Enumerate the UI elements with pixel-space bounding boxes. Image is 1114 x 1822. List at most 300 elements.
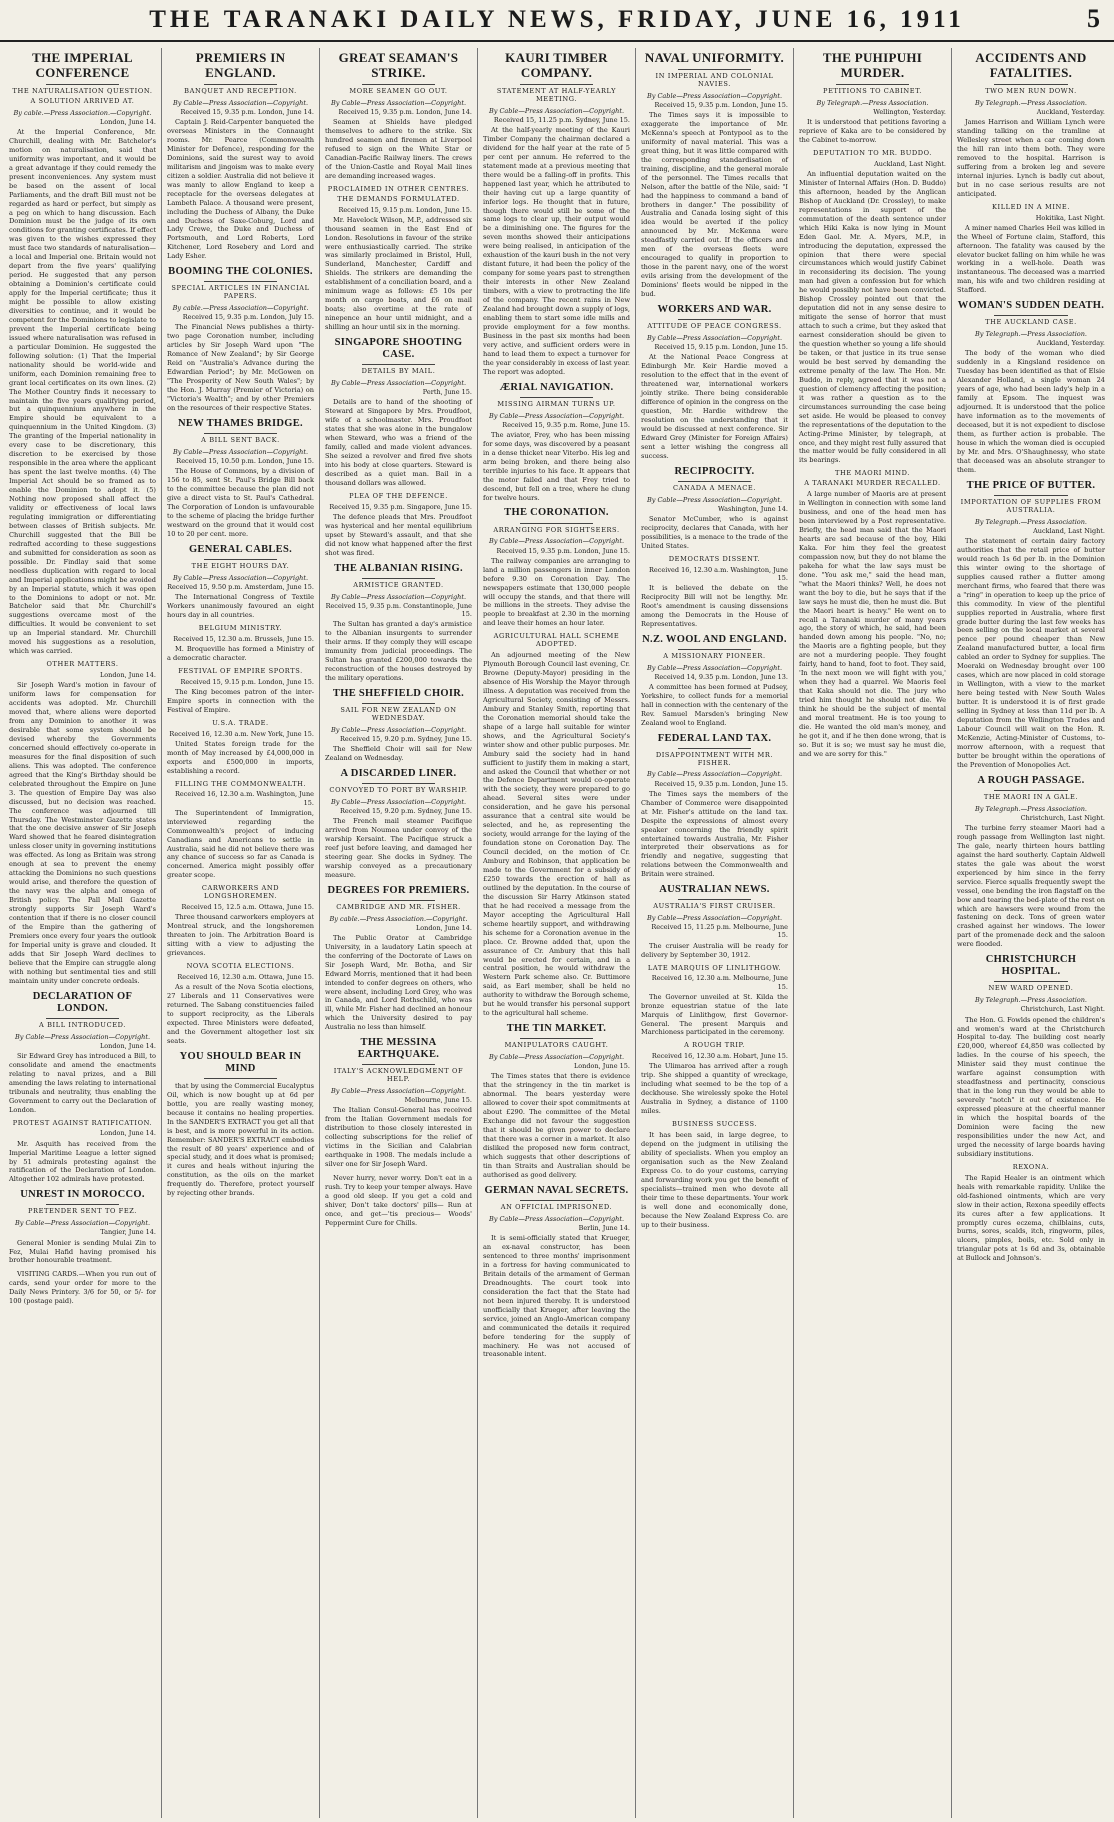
deck: FESTIVAL OF EMPIRE SPORTS. bbox=[178, 666, 303, 675]
article bbox=[167, 963, 314, 1046]
column-1 bbox=[4, 48, 162, 1818]
subdeck: THE DEMANDS FORMULATED. bbox=[337, 194, 460, 203]
article bbox=[799, 470, 946, 758]
article-body: The Public Orator at Cambridge University, in a laudatory Latin speech at the conferring of the Doctorate of Laws on Sir Joseph Ward, Mr. Botha, and Sir Edward Morris, mentioned that it had been intended to confer degrees on others, who were absent, including Lord Grey, who was in Canada, and Lord Rothschild, who was ill, while Mr. Fisher had declined an honour which the University desired to pay Australia no less than himself. bbox=[325, 933, 472, 1032]
divider bbox=[678, 481, 752, 482]
dateline: Melbourne, June 15. bbox=[404, 1096, 472, 1105]
headline: FEDERAL LAND TAX. bbox=[657, 732, 772, 744]
article-body: The Times says it is impossible to exaggerate the importance of Mr. McKenna's speech at Pontypool as to the uniformity of naval material. This was a great thing, but it was little compared with the corresponding standardisation of training, discipline, and the general morale of the personnel. The Times recalls that Nelson, after the battle of the Nile, said: "I had the happiness to command a band of brothers in danger." The possibility of Australia and Canada losing sight of this idea would be averted if the policy announced by Mr. McKenna were steadfastly carried out. If the officers and men of the overseas fleets were encouraged to qualify in proportion to those in the parent navy, one of the worst evils arising from the development of the Dominions' fleets would be nipped in the bud. bbox=[641, 111, 788, 299]
credit-line: By Telegraph.—Press Association. bbox=[975, 98, 1087, 107]
article bbox=[167, 1051, 314, 1199]
credit-line: By Cable—Press Association—Copyright. bbox=[330, 725, 467, 734]
subdeck: A TARANAKI MURDER RECALLED. bbox=[804, 479, 941, 488]
article bbox=[799, 51, 946, 145]
deck: DISAPPOINTMENT WITH MR. FISHER. bbox=[655, 750, 774, 767]
article-body: It has been said, in large degree, to depend on the judgment in utilising the ability of specialists. When you employ an organisation such as the New Zealand Express Co. to do your customs, carrying and forwarding work you get the benefit of specialists—trained men who devote all their time to these departments. Your work is well done and economically done, because the New Zealand Express Co. are up to their business. bbox=[641, 1131, 788, 1229]
divider bbox=[204, 281, 278, 282]
divider bbox=[520, 1038, 594, 1039]
article-body: The Governor unveiled at St. Kilda the bronze equestrian statue of the late Marquis of Linlithgow, first Governor-General. The present Marquis and Marchioness participated in the ceremony. bbox=[641, 992, 788, 1037]
credit-line: By Telegraph.—Press Association. bbox=[975, 517, 1087, 526]
article-body: Sir Edward Grey has introduced a Bill, to consolidate and amend the enactments relating to naval prizes, and a Bill amending the laws relating to international tribunals and neutrality, thus enabling the Government to carry out the Declaration of London. bbox=[9, 1051, 156, 1114]
dateline: Received 16, 12.30 a.m. Melbourne, June 15. bbox=[651, 974, 788, 991]
deck: BANQUET AND RECEPTION. bbox=[184, 86, 297, 95]
article bbox=[167, 51, 314, 261]
dateline: Received 15, 9.20 p.m. Sydney, June 15. bbox=[339, 734, 472, 743]
headline: DECLARATION OF LONDON. bbox=[32, 990, 133, 1014]
column-6 bbox=[794, 48, 952, 1818]
headline: BOOMING THE COLONIES. bbox=[168, 266, 313, 278]
article-body: The Ulimaroa has arrived after a rough trip. She shipped a quantity of wreckage, including what seemed to be the top of a deckhouse. She wirelessly spoke the Hotel Australia in Sydney, a distance of 1100 miles. bbox=[641, 1062, 788, 1116]
headline: PREMIERS IN ENGLAND. bbox=[195, 50, 286, 80]
headline: CHRISTCHURCH HOSPITAL. bbox=[985, 954, 1077, 978]
divider bbox=[204, 559, 278, 560]
deck: CANADA A MENACE. bbox=[673, 483, 756, 492]
dateline: Wellington, Yesterday. bbox=[873, 107, 946, 116]
deck: OTHER MATTERS. bbox=[46, 660, 119, 669]
credit-line: By Cable—Press Association—Copyright. bbox=[330, 797, 467, 806]
dateline: Received 16, 12.30 a.m. Washington, June 15. bbox=[649, 565, 788, 582]
dateline: Received 16, 12.30 a.m. New York, June 15. bbox=[169, 729, 314, 738]
article-body: The aviator, Frey, who has been missing for some days, was discovered by a peasant in a dense thicket near Viterbo. His leg and arm being broken, and there being also terrible injuries to his face. It appears that the motor failed and that Frey tried to descend, but fell on a tree, where he clung for twelve hours. bbox=[483, 430, 630, 502]
deck: A BILL SENT BACK. bbox=[201, 436, 280, 444]
deck: ARMISTICE GRANTED. bbox=[353, 580, 444, 589]
article-body: It is believed the debate on the Reciprocity Bill will not be lengthy. Mr. Root's amendment is causing dissensions among the Democrats in the House of Representatives. bbox=[641, 583, 788, 628]
credit-line: By Cable—Press Association—Copyright. bbox=[646, 663, 783, 672]
headline: GENERAL CABLES. bbox=[188, 543, 293, 555]
article bbox=[957, 480, 1105, 770]
divider bbox=[994, 981, 1068, 982]
article-body: The King becomes patron of the inter-Empire sports in connection with the Festival of Empire. bbox=[167, 687, 314, 714]
article-body: Captain J. Reid-Carpenter banqueted the overseas Ministers in the Connaught rooms. Mr. Pearce (Commonwealth Minister for Defence), responding for the Dominions, said the surest way to avoid militarism and jingoism was to make every citizen a soldier. Australia did not believe it was manly to allow England to keep a receptacle for the overseas delegates at Lambeth Palace. A thousand were present, including the Duchess of Albany, the Duke and Duchess of Saxe-Coburg, Lord and Lady Crewe, the Duke and Duchess of Portsmouth, and Lord Roberts, Lord Kitchener, Lord Rosebery and Lord and Lady Esher. bbox=[167, 118, 314, 261]
headline: N.Z. WOOL AND ENGLAND. bbox=[642, 633, 787, 645]
divider bbox=[994, 790, 1068, 791]
dateline: London, June 15. bbox=[573, 1062, 630, 1071]
deck: PETITIONS TO CABINET. bbox=[823, 86, 922, 95]
deck: DEPUTATION TO MR. BUDDO. bbox=[813, 148, 932, 157]
divider bbox=[46, 1018, 120, 1019]
credit-line: By Cable—Press Association—Copyright. bbox=[488, 1053, 625, 1062]
headline: THE SHEFFIELD CHOIR. bbox=[332, 687, 465, 699]
headline: RECIPROCITY. bbox=[674, 465, 755, 477]
article-body: At the National Peace Congress at Edinburgh Mr. Keir Hardie moved a resolution to the effect that in the event of threatened war, international workers jointly strike. There being considerable difference of opinion in the congress on the question, Mr. Hardie withdrew the resolution on the understanding that it would be discussed at next conference. Sir Edward Grey (Minister for Foreign Affairs) sent a letter wishing the congress all success. bbox=[641, 353, 788, 460]
article bbox=[641, 634, 788, 728]
headline: UNREST IN MOROCCO. bbox=[20, 1189, 145, 1201]
article bbox=[325, 493, 472, 558]
article-body: Sir Joseph Ward's motion in favour of uniform laws for compensation for accidents was adopted. Mr. Churchill moved that, where aliens were deported from any Dominion to another it was desirable that some system should be devised whereby the Governments concerned should effectively co-operate in measures for the final disposition of such aliens. This was adopted. The conference agreed that the King's Birthday should be celebrated throughout the Empire on June 3. The question of Empire Day was also discussed, but no decision was reached. The conference was adjourned till Thursday. The Westminster Gazette states that the one decisive answer of Sir Joseph Ward showed that he feared disintegration unless closer unity in governing institutions was effected. As long as Britain was strong enough at sea to prevent the enemy attacking the Dominions no such questions would arise, and therefore the question of the navy was the alpha and omega of British policy. The Pall Mall Gazette strongly supports Sir Joseph Ward's contention that if there is no closer council of the Empire than the gathering of Premiers once every four years the outlook for Imperial unity is grave and clouded. It adds that Sir Joseph Ward declines to believe that the Empire can struggle along with nothing but sentimental ties and still maintain unity under concrete ordeals. bbox=[9, 681, 156, 985]
dateline: Received 15, 9.35 p.m. London, June 14. bbox=[338, 107, 472, 116]
deck: TWO MEN RUN DOWN. bbox=[985, 86, 1077, 95]
credit-line: By Cable—Press Association—Copyright. bbox=[330, 379, 467, 388]
deck: MISSING AIRMAN TURNS UP. bbox=[497, 399, 616, 408]
deck: A BILL INTRODUCED. bbox=[39, 1020, 126, 1029]
dateline: Auckland, Last Night. bbox=[1033, 526, 1105, 535]
article-body: The Superintendent of Immigration, interviewed regarding the Commonwealth's project of inducing Canadians and Americans to settle in Australia, said he did not believe there was any chance of success so far as Canada is concerned. America might possibly offer greater scope. bbox=[167, 808, 314, 880]
credit-line: By Cable—Press Association—Copyright. bbox=[172, 573, 309, 582]
article bbox=[167, 885, 314, 958]
deck: THE AUCKLAND CASE. bbox=[985, 318, 1077, 327]
article-body: The cruiser Australia will be ready for delivery by September 30, 1912. bbox=[641, 941, 788, 959]
masthead bbox=[0, 0, 1114, 42]
article bbox=[9, 1270, 156, 1306]
deck: PLEA OF THE DEFENCE. bbox=[349, 491, 448, 500]
article-body: The Sheffield Choir will sail for New Zealand on Wednesday. bbox=[325, 744, 472, 762]
article bbox=[167, 418, 314, 539]
divider bbox=[362, 364, 436, 365]
article bbox=[9, 991, 156, 1115]
dateline: London, June 14. bbox=[99, 1129, 156, 1138]
column-2 bbox=[162, 48, 320, 1818]
article bbox=[9, 51, 156, 656]
credit-line: By Cable—Press Association—Copyright. bbox=[646, 495, 783, 504]
deck: THE MAORI MIND. bbox=[835, 469, 910, 478]
credit-line: By cable.—Press Association.—Copyright. bbox=[13, 108, 152, 117]
article-body: A committee has been formed at Pudsey, Yorkshire, to collect funds for a memorial hall in connection with the centenary of the Rev. Samuel Marsden's bringing New Zealand wool to England. bbox=[641, 682, 788, 727]
deck: ATTITUDE OF PEACE CONGRESS. bbox=[647, 322, 782, 331]
article bbox=[483, 633, 630, 1018]
deck: BUSINESS SUCCESS. bbox=[671, 1120, 758, 1129]
article-body: The House of Commons, by a division of 156 to 85, sent St. Paul's Bridge Bill back to the committee because the plan did not give a direct vista to St. Paul's Cathedral. The Corporation of London is unfavourable to the scheme of placing the bridge further westward on the ground that it would cost 10 to 20 per cent. more. bbox=[167, 467, 314, 538]
dateline: Received 15, 11.25 p.m. Melbourne, June 15. bbox=[651, 923, 788, 940]
article bbox=[957, 51, 1105, 199]
credit-line: By Cable—Press Association—Copyright. bbox=[646, 914, 783, 923]
article-body: VISITING CARDS.—When you run out of cards, send your order for more to the Daily News Printery. 3/6 for 50, or 5/- for 100 (postage paid). bbox=[9, 1270, 156, 1306]
article bbox=[957, 300, 1105, 475]
article-body: The International Congress of Textile Workers unanimously favoured an eight hours day in all countries. bbox=[167, 593, 314, 619]
dateline: Christchurch, Last Night. bbox=[1020, 1005, 1105, 1014]
deck: SAIL FOR NEW ZEALAND ON WEDNESDAY. bbox=[340, 705, 457, 722]
dateline: Auckland, Yesterday. bbox=[1036, 339, 1105, 348]
dateline: Received 16, 12.30 a.m. Hobart, June 15. bbox=[651, 1052, 788, 1061]
article-body: It is understood that petitions favoring a reprieve of Kaka are to be considered by the Cabinet to-morrow. bbox=[799, 118, 946, 144]
article-body: It is semi-officially stated that Krueger, an ex-naval constructor, has been sentenced to three months' imprisonment in a fortress for having communicated to Britain details of the armament of German Dreadnoughts. The court took into consideration the fact that the State had not been injured thereby. It is understood unofficially that Krueger, after leaving the service, joined an Anglo-American company and communicated the details it required before tendering for the supply of machinery. He was not accused of treasonable intent. bbox=[483, 1234, 630, 1359]
credit-line: By Cable—Press Association—Copyright. bbox=[646, 770, 783, 779]
divider bbox=[678, 649, 752, 650]
column-3 bbox=[320, 48, 478, 1818]
headline: NEW THAMES BRIDGE. bbox=[178, 417, 303, 429]
subdeck: A SOLUTION ARRIVED AT. bbox=[30, 96, 135, 105]
article-body: The turbine ferry steamer Maori had a rough passage from Wellington last night. The gale, nearly thirteen hours battling against the hard southerly. Captain Aldwell states the gale was about the worst experienced by him since in the ferry service. Fierce squalls frequently swept the vessel, one bending the iron flagstaff on the bow and tearing the bed-plate of the rest on which are hawsers were wound from the fastening on deck. Tons of green water crashed against her windows. The lower part of the promenade deck and the saloon were flooded. bbox=[957, 823, 1105, 949]
deck: AGRICULTURAL HALL SCHEME ADOPTED. bbox=[493, 632, 620, 649]
dateline: Received 15, 12.5 a.m. Ottawa, June 15. bbox=[181, 903, 314, 912]
divider bbox=[362, 84, 436, 85]
article-body: At the half-yearly meeting of the Kauri Timber Company the chairman declared a dividend for the half year at the rate of 5 per cent per annum. He referred to the statement made at a previous meeting that there would be a falling-off in profits. This happened last year, which he attributed to their having cut up a large quantity of inferior logs. He thought that in future, though there would still be some of the same logs to clear up, their output would be a diminishing one. The figures for the seven months showed their anticipations were being realised, in anticipation of the exhaustion of the kauri bush in the not very distant future, it had been the policy of the company for some years past to strengthen their interests in other New Zealand timbers, with a view to protracting the life of the company. The recent rains in New Zealand had brought down a supply of logs, enabling them to start some idle mills and provide employment for a few months. Business in the past six months had been very active, and sufficient orders were in hand to lead them to expect a turnover for the year considerably in excess of last year. The report was adopted. bbox=[483, 125, 630, 376]
article-body: A miner named Charles Heil was killed in the Wheel of Fortune claim, Stafford, this afternoon. The fatality was caused by the elevator bucket falling on him while he was working in a well-hole. Death was instantaneous. The deceased was a married man, his wife and two children residing at Stafford. bbox=[957, 223, 1105, 295]
article-body: An influential deputation waited on the Minister of Internal Affairs (Hon. D. Buddo) this afternoon, headed by the Anglican Bishop of Auckland (Dr. Crossley), to make representations in support of the commutation of the death sentence under which Hiki Kaka is now lying in Mount Eden Gaol. Mr. A. Myers, M.P., in introducing the deputation, expressed the opinion that there were special circumstances which would justify Cabinet in reconsidering its decision. The young man had given a confession but for which he would possibly not have been convicted. Bishop Crossley pointed out that the deputation did not in any sense desire to mitigate the sense of horror that must attach to such a crime, but they asked that earnest consideration should be given to the question whether so young a life should be taken, or that justice in its true sense would be best served by demanding the extreme penalty of the law. The Hon. Mr. Buddo, in reply, agreed that it was not a question of clemency affecting the position; it was rather a question as to the circumstances surrounding the case being set aside. He would be pleased to convey the representations of the deputation to the Acting-Prime Minister, by telegraph, at once, and they might rest fully assured that the matter would be fully considered in all its bearings. bbox=[799, 169, 946, 465]
deck: KILLED IN A MINE. bbox=[991, 202, 1071, 211]
headline: THE IMPERIAL CONFERENCE bbox=[32, 50, 133, 80]
article bbox=[641, 51, 788, 299]
article bbox=[167, 544, 314, 620]
headline: KAURI TIMBER COMPANY. bbox=[505, 50, 608, 80]
article-body: The French mail steamer Pacifique arrived from Noumea under convoy of the warship Kersaint. The Pacifique struck a reef just before leaving, and damaged her steering gear. She docks in Sydney. The warship conveyed as a precautionary measure. bbox=[325, 816, 472, 879]
columns bbox=[4, 48, 1110, 1818]
credit-line: By cable.—Press Association.—Copyright. bbox=[329, 914, 468, 923]
column-5 bbox=[636, 48, 794, 1818]
divider bbox=[204, 84, 278, 85]
headline: YOU SHOULD BEAR IN MIND bbox=[179, 1050, 302, 1074]
dateline: Received 15, 9.35 p.m. London, June 15. bbox=[654, 779, 788, 788]
article bbox=[957, 954, 1105, 1159]
article bbox=[483, 51, 630, 377]
headline: THE PRICE OF BUTTER. bbox=[966, 479, 1096, 491]
article bbox=[641, 1042, 788, 1116]
deck: STATEMENT AT HALF-YEARLY MEETING. bbox=[496, 86, 617, 103]
article-body: The Rapid Healer is an ointment which heals with remarkable rapidity. Unlike the old-fashioned ointments, which are very slow in their action, Rexona speedily effects its cures after a few applications. It promptly cures eczema, chilblains, cuts, burns, sores, scalds, itch, ringworm, piles, ulcers, pimples, boils, etc. Sold only in triangular pots at 1s 6d and 3s, obtainable at Bullock and Johnson's. bbox=[957, 1173, 1105, 1263]
divider bbox=[362, 703, 436, 704]
headline: WOMAN'S SUDDEN DEATH. bbox=[957, 300, 1105, 312]
deck: THE MAORI IN A GALE. bbox=[983, 792, 1079, 801]
dateline: Received 15, 10.50 p.m. London, June 15. bbox=[176, 457, 314, 466]
divider bbox=[520, 84, 594, 85]
article-body: that by using the Commercial Eucalyptus Oil, which is now bought up at 6d per bottle, you are really wasting money, because it contains no healing properties. In the SANDER'S EXTRACT you get all that is best, and is more powerful in its action. Remember: SANDER'S EXTRACT embodies the result of 80 years' experience and of special study, and it does what is promised; it cures and heals without injuring the constitution, as the oils on the market frequently do. Therefore, protect yourself by rejecting other brands. bbox=[167, 1081, 314, 1198]
dateline: Received 14, 9.35 p.m. London, June 13. bbox=[654, 672, 788, 681]
divider bbox=[678, 69, 752, 70]
dateline: Received 15, 9.35 p.m. London, June 15. bbox=[654, 100, 788, 109]
article bbox=[325, 1037, 472, 1169]
divider bbox=[46, 84, 120, 85]
divider bbox=[520, 523, 594, 524]
column-4 bbox=[478, 48, 636, 1818]
deck: PROTEST AGAINST RATIFICATION. bbox=[12, 1118, 153, 1127]
dateline: Received 15, 9.35 p.m. Rome, June 15. bbox=[502, 420, 630, 429]
article-body: General Monier is sending Mulai Zin to Fez, Mulai Hafid having promised his brother honourable treatment. bbox=[9, 1238, 156, 1265]
headline: ACCIDENTS AND FATALITIES. bbox=[975, 50, 1087, 80]
article bbox=[641, 733, 788, 880]
deck: THE NATURALISATION QUESTION. bbox=[12, 86, 153, 95]
credit-line: By cable.—Press Association—Copyright. bbox=[172, 304, 309, 313]
deck: THE EIGHT HOURS DAY. bbox=[191, 561, 290, 570]
masthead-title: THE TARANAKI DAILY NEWS, FRIDAY, JUNE 16, 1911 bbox=[149, 6, 965, 33]
divider bbox=[362, 783, 436, 784]
dateline: Received 15, 9.15 p.m. London, June 15. bbox=[180, 677, 314, 686]
article bbox=[9, 1120, 156, 1185]
column-7 bbox=[952, 48, 1110, 1818]
article bbox=[483, 382, 630, 503]
dateline: London, June 14. bbox=[99, 671, 156, 680]
divider bbox=[678, 748, 752, 749]
article bbox=[641, 1121, 788, 1229]
divider bbox=[678, 899, 752, 900]
article-body: The Hon. G. Fowlds opened the children's and women's ward at the Christchurch Hospital to-day. The building cost nearly £20,000, whereof £4,850 was collected by ladies. In the course of his speech, the Minister said they must continue the warfare against consumption with steadfastness and pertinacity, conscious that in the long run they would be able to severely "notch" it out of existence. He expressed pleasure at the cheerful manner in which the hospital boards of the Dominion were facing the new responsibilities under the new Act, and urged the necessity of large boards having subsidiary institutions. bbox=[957, 1015, 1105, 1158]
article-body: The Financial News publishes a thirty-two page Coronation number, including articles by Sir Joseph Ward upon "The Romance of New Zealand"; by Sir George Reid on "Australia's Advance during the Edwardian Period"; by Mr. McGowen on "The Prosperity of New South Wales"; by the Hon. J. Murray (Premier of Victoria) on "Victoria's Wealth"; and by other Premiers on the resources of their respective States. bbox=[167, 323, 314, 412]
divider bbox=[520, 397, 594, 398]
article-body: The body of the woman who died suddenly in a Kingsland residence on Tuesday has been identified as that of Elsie Alexander Holland, a single woman 24 years of age, who had been lady's help in a family at Epsom. The inquest was adjourned. It is understood that the police have information as to the movements of deceased, but it is not expedient to disclose them, as further action is probable. The house in which the woman died is occupied by Mr. and Mrs. O'Shaughnessy, who state that deceased was an absolute stranger to them. bbox=[957, 349, 1105, 474]
headline: THE ALBANIAN RISING. bbox=[334, 562, 463, 574]
dateline: Hokitika, Last Night. bbox=[1035, 213, 1105, 222]
dateline: Received 15, 9.35 p.m. London, June 15. bbox=[496, 546, 630, 555]
credit-line: By Cable—Press Association—Copyright. bbox=[330, 98, 467, 107]
dateline: Received 15, 9.35 p.m. Singapore, June 15. bbox=[329, 502, 472, 511]
dateline: Tangier, June 14. bbox=[100, 1228, 156, 1237]
deck: AN OFFICIAL IMPRISONED. bbox=[500, 1202, 613, 1211]
credit-line: By Cable—Press Association—Copyright. bbox=[14, 1219, 151, 1228]
article-body: Three thousand carworkers employers at Montreal struck, and the longshoremen threaten to join. The Arbitration Board is sitting with a view to adjusting the grievances. bbox=[167, 913, 314, 958]
article bbox=[167, 781, 314, 881]
article bbox=[325, 1174, 472, 1228]
divider bbox=[204, 433, 278, 434]
article bbox=[325, 688, 472, 763]
headline: DEGREES FOR PREMIERS. bbox=[327, 884, 470, 896]
dateline: Auckland, Yesterday. bbox=[1036, 107, 1105, 116]
article bbox=[641, 466, 788, 551]
article bbox=[483, 1185, 630, 1360]
credit-line: By Cable—Press Association—Copyright. bbox=[646, 91, 783, 100]
divider bbox=[204, 1078, 278, 1079]
deck: SPECIAL ARTICLES IN FINANCIAL PAPERS. bbox=[171, 284, 310, 301]
article bbox=[9, 1189, 156, 1265]
article-body: A large number of Maoris are at present in Wellington in connection with some land business, and one of the head men has been interviewed by a Post representative. Briefly, the head man said that the Maori hearts are sad because of the boy, Hiki Kaka. For him they feel the greatest compassion now, but they do not blame the pakeha for what the law says must be done. "You ask me," said the head man, "what the Maori thinks? Well, he does not want the boy to die, but he says that if the law says he must die, then he must die. But the Maori heart is heavy." He went on to recall a Taranaki murder of many years ago, the story of which, he said, had been handed down among his people. "No, no; the Maoris are a fighting people, but they are not a murdering people. They fought fairly, hand to hand, foot to foot. They said, 'In the next moon we will fight with you,' when they had a quarrel. We Maoris feel that Kaka should not die. The jury who tried him thought he should not die. We think he should be the subject of mental and moral treatment. He is too young to die. He wanted the old man's money, and he got it, and if he then done wrong, that is so. But it is so; we must say he must die, and we are sorry for this." bbox=[799, 490, 946, 758]
deck: MORE SEAMEN GO OUT. bbox=[349, 86, 448, 95]
article-body: Never hurry, never worry. Don't eat in a rush. Try to keep your temper always. Have a good old sleep. If you get a cold and shiver, Don't take doctors' pills— Run at once, and get—'tis precious— Woods' Peppermint Cure for Chills. bbox=[325, 1174, 473, 1227]
article bbox=[325, 51, 472, 181]
article bbox=[483, 1023, 630, 1180]
headline: AUSTRALIAN NEWS. bbox=[659, 884, 770, 896]
article-body: Mr. Havelock Wilson, M.P., addressed six thousand seamen in the East End of London. Resolutions in favour of the strike were enthusiastically carried. The strike was similarly proclaimed in Bristol, Hull, Sunderland, Manchester, Cardiff and Shields. The strikers are demanding the establishment of a conciliation board, and a minimum wage as follows: £5 10s per month on cargo boats, and £6 on mail boats; also overtime at the rate of ninepence an hour until midnight, and a shilling an hour until six in the morning. bbox=[325, 215, 472, 332]
page-number: 5 bbox=[1087, 4, 1100, 33]
article bbox=[9, 661, 156, 985]
dateline: Received 15, 11.25 p.m. Sydney, June 15. bbox=[493, 115, 630, 124]
article-body: At the Imperial Conference, Mr. Churchill, dealing with Mr. Batchelor's motion on naturalisation, said that uniformity was important, and it would be a great advantage if they could remedy the present inconveniences. Any system must be based on the assent of local Parliaments, and the draft Bill must not be regarded as hard or perfect, but simply as a peg on which to hang discussion. Each Dominion must be the judge of its own conditions for granting certificates. If effect was given to the wishes expressed they must face two standards of naturalisation—a local and Imperial one. Britain would not depart from the five years' qualifying period. He suggested that any person obtaining a Dominion's certificate could apply for the Imperial certificate; thus it might be possible to allow existing diversities to continue, and it would be competent for the Dominions to legislate to prevent the Imperial certificate being issued where naturalisation was refused in a particular Dominion. He suggested the following solution: (1) That the Imperial nationality should be world-wide and uniform, each Dominion remaining free to grant local certificates on its own lines. (2) The Mother Country finds it necessary to maintain the five years qualifying period, but a quinquennium anywhere in the Empire should be equivalent to a quinquennium in the United Kingdom. (3) The granting of the Imperial nationality in every case to be discretionary, this discretion to be exercised by those responsible in the area where the applicant has spent the last twelve months. (4) The Imperial Act should be so framed as to enable the Dominion to adopt it. (5) Nothing now proposed shall affect the validity or effectiveness of local laws regulating immigration or differentiating between classes of British subjects. Mr. Churchill suggested that the Bill be redrafted according to these suggestions and submitted for consideration as soon as possible. Dr. Findlay said that some needless duplication with regard to local and Imperial applications might be avoided by an Imperial statute, which it was open to the Dominions to adopt or not. Mr. Batchelor said that Mr. Churchill's suggestions overcame most of the difficulties. It would be convenient to set up an Imperial standard. Mr. Churchill moved his suggestions as a resolution, which was carried. bbox=[9, 127, 156, 656]
credit-line: By Cable—Press Association—Copyright. bbox=[488, 106, 625, 115]
article bbox=[641, 884, 788, 959]
article bbox=[325, 768, 472, 880]
dateline: Auckland, Last Night. bbox=[874, 159, 946, 168]
article bbox=[799, 150, 946, 465]
headline: ÆRIAL NAVIGATION. bbox=[499, 381, 614, 393]
article-body: The Times states that there is evidence that the stringency in the tin market is abnormal. The bears yesterday were allowed to cover their spot commitments at about £290. The committee of the Metal Exchange did not favour the suggestion that it should be given power to declare that there was a corner in a market. It also disliked the proposed new form contract, which suggests that other descriptions of tin than Straits and Australian should be authorised as good delivery. bbox=[483, 1072, 630, 1179]
article-body: As a result of the Nova Scotia elections, 27 Liberals and 11 Conservatives were returned. The Sabang constituencies failed to support reciprocity, as the Liberals expected. Three Ministers were defeated, and the Government altogether lost six seats. bbox=[167, 983, 314, 1045]
credit-line: By Cable—Press Association—Copyright. bbox=[330, 592, 467, 601]
deck: CAMBRIDGE AND MR. FISHER. bbox=[336, 902, 461, 911]
article bbox=[483, 507, 630, 628]
divider bbox=[362, 578, 436, 579]
article bbox=[167, 668, 314, 715]
article bbox=[641, 556, 788, 629]
article-body: James Harrison and William Lynch were standing talking on the tramline at Wellesley street when a car coming down the hill ran into them both. They were removed to the hospital. Harrison is suffering from a broken leg and severe internal injuries. Lynch is badly cut about, but in no case serious results are not anticipated. bbox=[957, 118, 1105, 198]
dateline: Received 15, 12.30 a.m. Brussels, June 15. bbox=[173, 634, 314, 643]
headline: GERMAN NAVAL SECRETS. bbox=[484, 1184, 629, 1196]
deck: ARRANGING FOR SIGHTSEERS. bbox=[493, 525, 620, 534]
article-body: Senator McCumber, who is against reciprocity, declares that Canada, with her possibilities, is a menace to the trade of the United States. bbox=[641, 514, 788, 550]
deck: PROCLAIMED IN OTHER CENTRES. bbox=[327, 184, 470, 193]
dateline: London, June 14. bbox=[99, 117, 156, 126]
credit-line: By Cable—Press Association—Copyright. bbox=[646, 333, 783, 342]
article-body: United States foreign trade for the month of May increased by £4,000,000 in exports and £500,000 in imports, establishing a record. bbox=[167, 739, 314, 775]
headline: THE TIN MARKET. bbox=[506, 1023, 607, 1035]
credit-line: By Cable—Press Association—Copyright. bbox=[172, 98, 309, 107]
headline: A DISCARDED LINER. bbox=[340, 767, 457, 779]
dateline: Received 15, 9.15 p.m. London, June 15. bbox=[654, 343, 788, 352]
dateline: London, June 14. bbox=[415, 923, 472, 932]
credit-line: By Cable—Press Association—Copyright. bbox=[330, 1087, 467, 1096]
credit-line: By Telegraph.—Press Association. bbox=[816, 98, 929, 107]
dateline: Received 15, 9.20 p.m. Sydney, June 15. bbox=[339, 806, 472, 815]
divider bbox=[994, 84, 1068, 85]
deck: IMPORTATION OF SUPPLIES FROM AUSTRALIA. bbox=[960, 497, 1102, 514]
deck: BELGIUM MINISTRY. bbox=[198, 623, 283, 632]
divider bbox=[994, 495, 1068, 496]
deck: PRETENDER SENT TO FEZ. bbox=[28, 1207, 137, 1216]
deck: NEW WARD OPENED. bbox=[988, 984, 1074, 993]
headline: THE PUHIPUHI MURDER. bbox=[822, 50, 923, 80]
dateline: London, June 14. bbox=[99, 1041, 156, 1050]
article-body: The Times says the members of the Chamber of Commerce were disappointed at Mr. Fisher's attitude on the land tax. Despite the expressions of almost every speaker concerning the friendly spirit entertained towards Australia, Mr. Fisher interpreted their observations as for friendly and negative, suggesting that relations between the Commonwealth and Britain were strained. bbox=[641, 789, 788, 879]
article-body: The statement of certain dairy factory authorities that the retail price of butter would reach 1s 6d per lb. in the Dominion this winter owing to the shortage of supplies caused rather a flutter among merchant firms, who feared that there was a "ring" in operation to keep up the price of this commodity. In view of the plentiful supplies reported in Australia, where first grade butter during the last few weeks has been selling on the local market at several pence per pound cheaper than New Zealand manufactured butter, a local firm cabled an order to Sydney for supplies. The Moeraki on Wednesday brought over 100 cases, which are now placed in cold storage in Wellington, with a view to the market here being tested with New South Wales butter. It is understood it is of first grade selling in Sydney at less than 11d per lb. A deputation from the Wellington Trades and Labour Council will wait on the Hon. R. McKenzie, Acting-Minister of Customs, to-morrow afternoon, with a request that butter be brought within the operations of the Prevention of Monopolies Act. bbox=[957, 536, 1105, 769]
credit-line: By Telegraph.—Press Association. bbox=[975, 330, 1087, 339]
deck: MANIPULATORS CAUGHT. bbox=[504, 1041, 609, 1050]
article bbox=[957, 775, 1105, 950]
article-body: An adjourned meeting of the New Plymouth Borough Council last evening, Cr. Browne (Deputy-Mayor) presiding in the absence of His Worship the Mayor through illness. A deputation was received from the Agricultural Society, consisting of Messrs. Ambury and Stanley Smith, reporting that the Coronation memorial should take the shape of a large hall suitable for winter shows, and the Agricultural Society's winter show and other public purposes. Mr. Ambury said the society had in hand sufficient to justify them in making a start, and asked the Council that whether or not the Defence Department would co-operate with the society, they were prepared to go ahead. Several sites were under consideration, and he gave his personal assurance that a central site would be selected, and he, as representing the society, would arrange for the laying of the foundation stone on Coronation Day. The Council decided, on the motion of Cr. Ambury and Robinson, that application be made to the Government for a subsidy of £250 towards the erection of hall as outlined by the deputation. In the course of the discussion Sir Harry Atkinson stated that he had received a message from the Mayor accepting the Agricultural Hall scheme heartily support, and withdrawing his scheme for a Coronation avenue in the place. Cr. Browne added that, upon the assurance of Cr. Ambury that this hall would be erected for certain, and in a central position, he would withdraw the Western Park scheme also. Cr. Buttimore said, as Earl member, shall be held no authority to withdraw the Borough scheme, but he would transfer his personal support to the agricultural hall scheme. bbox=[483, 651, 630, 1018]
deck: REXONA. bbox=[1012, 1162, 1050, 1171]
deck: AUSTRALIA'S FIRST CRUISER. bbox=[653, 902, 776, 911]
deck: A ROUGH TRIP. bbox=[684, 1041, 745, 1050]
deck: ITALY'S ACKNOWLEDGMENT OF HELP. bbox=[333, 1067, 464, 1084]
article bbox=[957, 204, 1105, 296]
divider bbox=[678, 319, 752, 320]
dateline: Received 15, 9.35 p.m. London, July 15. bbox=[182, 313, 314, 322]
article bbox=[167, 720, 314, 776]
article-body: The Italian Consul-General has received from the Italian Government medals for distribution to those closely interested in collecting subscriptions for the relief of victims in the Sicilian and Calabrian earthquake in 1908. The medals include a silver one for Sir Joseph Ward. bbox=[325, 1106, 472, 1169]
headline: NAVAL UNIFORMITY. bbox=[644, 50, 785, 65]
credit-line: By Cable—Press Association—Copyright. bbox=[488, 537, 625, 546]
divider bbox=[994, 315, 1068, 316]
deck: DEMOCRATS DISSENT. bbox=[668, 554, 761, 563]
headline: WORKERS AND WAR. bbox=[657, 304, 772, 316]
dateline: Received 15, 9.35 p.m. London, June 14. bbox=[180, 107, 314, 116]
deck: FILLING THE COMMONWEALTH. bbox=[174, 779, 307, 788]
deck: DETAILS BY MAIL. bbox=[361, 367, 436, 376]
article-body: Seamen at Shields have pledged themselves to adhere to the strike. Six hundred seamen and firemen at Liverpool refused to sign on the White Star or Canadian-Pacific Railway liners. The crews of the Union-Castle and Royal Mail lines are demanding increased wages. bbox=[325, 118, 472, 180]
article-body: The Sultan has granted a day's armistice to the Albanian insurgents to surrender their arms. If they comply they will escape immunity from judicial proceedings. The Sultan has granted £200,000 towards the reconstruction of the houses destroyed by the military operations. bbox=[325, 619, 472, 682]
credit-line: By Cable—Press Association—Copyright. bbox=[488, 1214, 625, 1223]
article bbox=[325, 337, 472, 488]
credit-line: By Cable—Press Association—Copyright. bbox=[172, 447, 309, 456]
article-body: The railway companies are arranging to land a million passengers in inner London before 9.30 on Coronation Day. The newspapers estimate that 130,000 people will occupy the stands, and that there will be millions in the streets. They advise the people to breakfast at 2.30 in the morning and leave their homes an hour later. bbox=[483, 556, 630, 628]
credit-line: By Cable—Press Association—Copyright. bbox=[488, 411, 625, 420]
dateline: Perth, June 15. bbox=[422, 388, 472, 397]
article-body: The defence pleads that Mrs. Proudfoot was hysterical and her mental equilibrium upset by Steward's assault, and that she did not know what happened after the first shot was fired. bbox=[325, 512, 472, 557]
article bbox=[641, 965, 788, 1038]
divider bbox=[46, 1204, 120, 1205]
article bbox=[167, 266, 314, 413]
headline: SINGAPORE SHOOTING CASE. bbox=[334, 337, 463, 361]
dateline: Received 16, 12.30 a.m. Washington, June 15. bbox=[175, 790, 314, 807]
article-body: Details are to hand of the shooting of Steward at Singapore by Mrs. Proudfoot, wife of a schoolmaster. Mrs. Proudfoot states that she was alone in the bungalow when Steward, who was a friend of the family, called and made violent advances. She seized a revolver and fired five shots into his body at close quarters. Steward is described as a quiet man. Bail in a thousand dollars was allowed. bbox=[325, 398, 472, 487]
credit-line: By Telegraph.—Press Association. bbox=[975, 996, 1087, 1005]
deck: NOVA SCOTIA ELECTIONS. bbox=[186, 962, 295, 971]
article bbox=[325, 563, 472, 683]
dateline: Washington, June 14. bbox=[717, 504, 788, 513]
headline: THE CORONATION. bbox=[504, 507, 609, 519]
deck: CARWORKERS AND LONGSHOREMEN. bbox=[201, 884, 280, 901]
deck: IN IMPERIAL AND COLONIAL NAVIES. bbox=[655, 71, 774, 88]
dateline: Berlin, June 14. bbox=[578, 1223, 630, 1232]
credit-line: By Cable—Press Association—Copyright. bbox=[14, 1032, 151, 1041]
dateline: Received 15, 9.35 p.m. Constantinople, June 15. bbox=[325, 601, 472, 618]
article bbox=[325, 186, 472, 332]
article bbox=[167, 625, 314, 663]
dateline: Received 15, 9.15 p.m. London, June 15. bbox=[338, 205, 472, 214]
divider bbox=[520, 1200, 594, 1201]
dateline: Christchurch, Last Night. bbox=[1020, 813, 1105, 822]
article-body: M. Broqueville has formed a Ministry of a democratic character. bbox=[167, 644, 314, 662]
dateline: Received 16, 12.30 a.m. Ottawa, June 15. bbox=[177, 972, 314, 981]
article bbox=[325, 885, 472, 1033]
divider bbox=[362, 900, 436, 901]
article bbox=[641, 304, 788, 461]
deck: U.S.A. TRADE. bbox=[212, 718, 269, 727]
article-body: Mr. Asquith has received from the Imperial Maritime League a letter signed by 51 admirals protesting against the ratification of the Declaration of London. Altogether 102 admirals have protested. bbox=[9, 1139, 156, 1184]
